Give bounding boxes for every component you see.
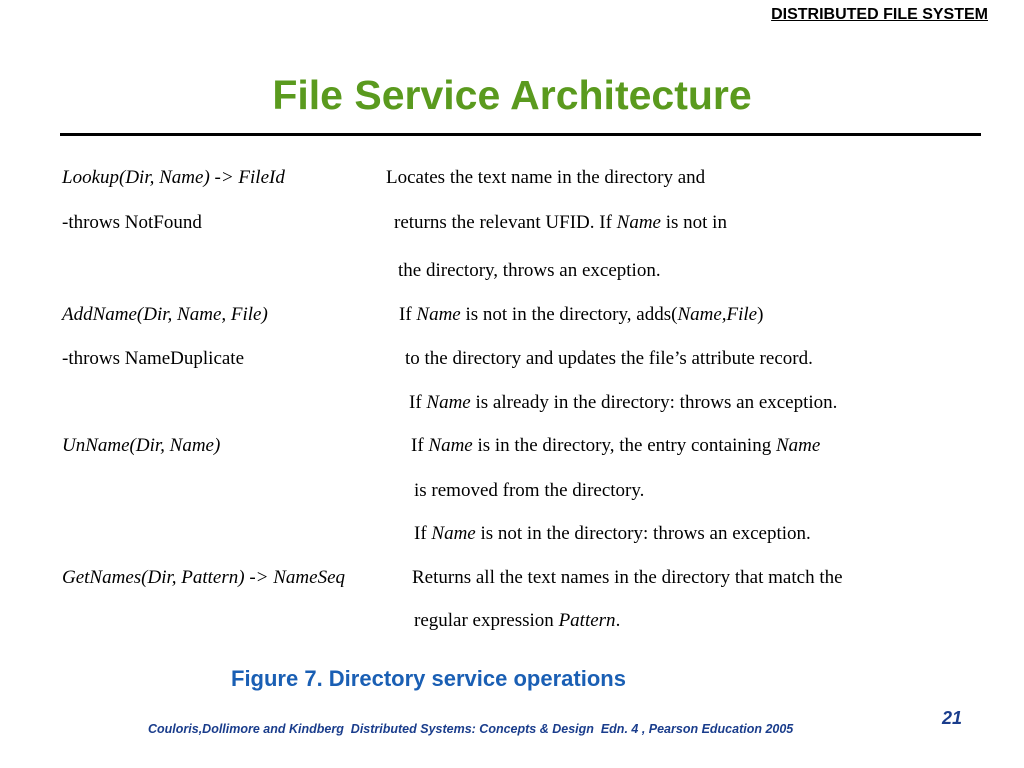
addname-desc-line-1: If Name is not in the directory, adds(Name,File) <box>399 304 764 325</box>
lookup-signature: Lookup(Dir, Name) -> FileId <box>62 167 285 188</box>
unname-desc-line-1: If Name is in the directory, the entry containing Name <box>411 435 821 456</box>
unname-desc-line-3: If Name is not in the directory: throws an exception. <box>414 523 811 544</box>
addname-desc-line-3: If Name is already in the directory: throws an exception. <box>409 392 838 413</box>
addname-throws: -throws NameDuplicate <box>62 348 245 369</box>
getnames-signature: GetNames(Dir, Pattern) -> NameSeq <box>62 567 345 588</box>
lookup-desc-line-3: the directory, throws an exception. <box>398 260 661 281</box>
footer-citation: Couloris,Dollimore and Kindberg Distributed Systems: Concepts & Design Edn. 4 , Pearson Education 2005 <box>148 722 794 736</box>
slide-header-label: DISTRIBUTED FILE SYSTEM <box>771 6 988 23</box>
addname-signature: AddName(Dir, Name, File) <box>62 304 268 325</box>
lookup-desc-line-1: Locates the text name in the directory and <box>386 167 706 188</box>
page-number: 21 <box>941 708 962 728</box>
slide-title: File Service Architecture <box>272 72 752 118</box>
figure-caption: Figure 7. Directory service operations <box>231 666 626 691</box>
getnames-desc-line-2: regular expression Pattern. <box>414 610 621 631</box>
title-divider <box>60 133 981 136</box>
unname-desc-line-2: is removed from the directory. <box>414 480 645 501</box>
lookup-throws: -throws NotFound <box>62 212 202 233</box>
getnames-desc-line-1: Returns all the text names in the directory that match the <box>412 567 843 588</box>
unname-signature: UnName(Dir, Name) <box>62 435 221 456</box>
addname-desc-line-2: to the directory and updates the file’s attribute record. <box>405 348 813 369</box>
lookup-desc-line-2: returns the relevant UFID. If Name is not in <box>394 212 727 233</box>
